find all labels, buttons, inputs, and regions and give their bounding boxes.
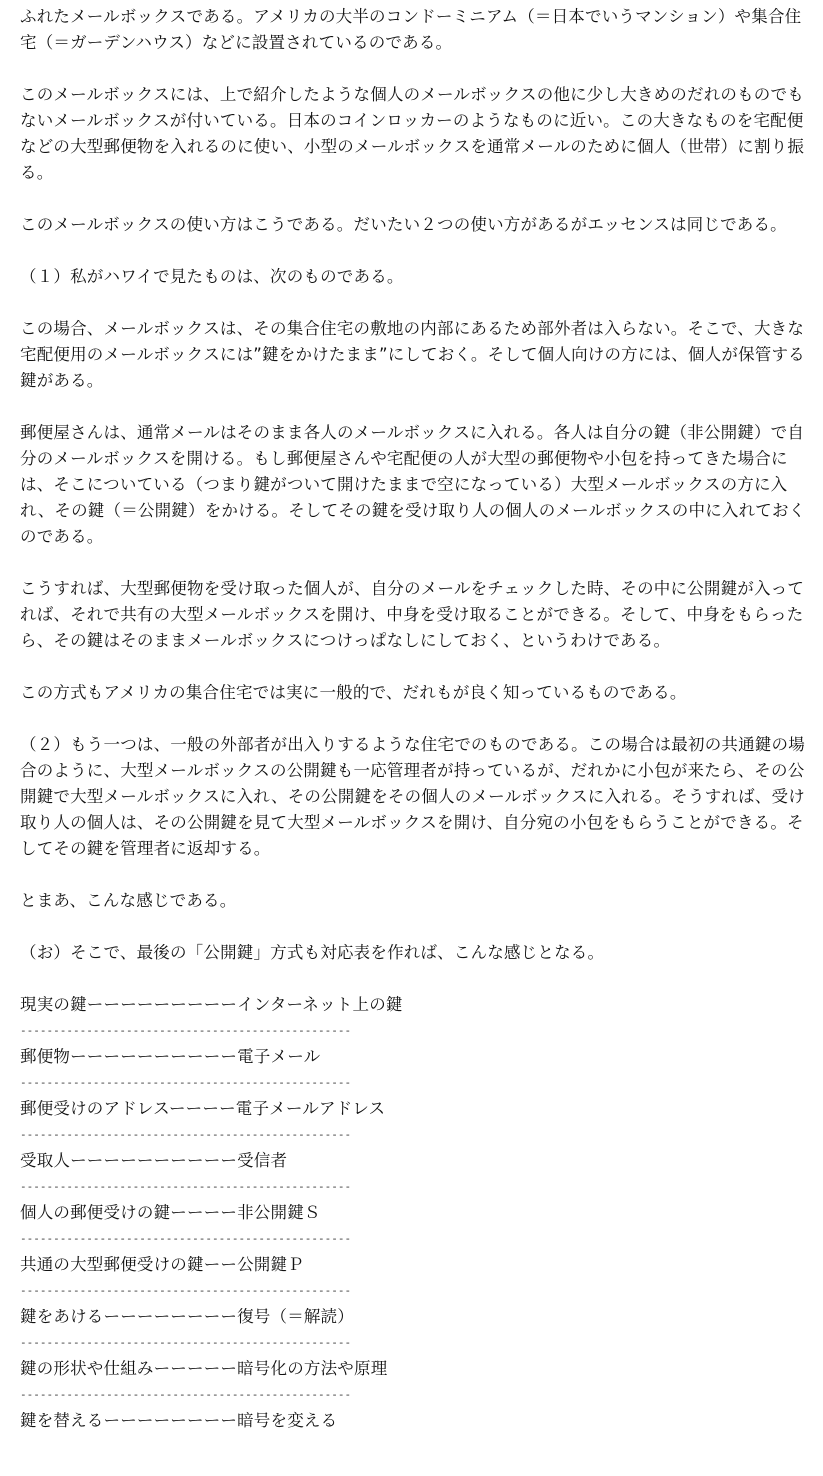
- mapping-text: 鍵をあけるーーーーーーーー復号（＝解読）: [20, 1307, 354, 1326]
- mapping-text: 受取人ーーーーーーーーーー受信者: [20, 1151, 288, 1170]
- mapping-text: 鍵の形状や仕組みーーーーー暗号化の方法や原理: [20, 1359, 388, 1378]
- mapping-row: [20, 1200, 813, 1252]
- mapping-row: [20, 1408, 813, 1460]
- mapping-row: [20, 1148, 813, 1200]
- paragraph-table-intro: （お）そこで、最後の「公開鍵」方式も対応表を作れば、こんな感じとなる。: [20, 943, 605, 962]
- mapping-row: [20, 992, 813, 1044]
- dashed-divider: --------------------------------------------------: [20, 1232, 352, 1245]
- dashed-divider: --------------------------------------------------: [20, 1284, 352, 1297]
- mapping-text: 郵便物ーーーーーーーーーー電子メール: [20, 1047, 321, 1066]
- paragraph-case-2: （２）もう一つは、一般の外部者が出入りするような住宅でのものである。この場合は最初の共通鍵の場合のように、大型メールボックスの公開鍵も一応管理者が持っているが、だれかに小包が来たら、その公開鍵で大型メールボックスに入れ、その公開鍵をその個人のメールボックスに入れる。そうすれば、受け取り人の個人は、その公開鍵を見て大型メールボックスを開け、自分宛の小包をもらうことができる。そしてその鍵を管理者に返却する。: [20, 735, 805, 858]
- mapping-row: [20, 1096, 813, 1148]
- dashed-divider: --------------------------------------------------: [20, 1180, 352, 1193]
- dashed-divider: --------------------------------------------------: [20, 1336, 352, 1349]
- mapping-row: [20, 1252, 813, 1304]
- paragraph-case-1-receive: こうすれば、大型郵便物を受け取った個人が、自分のメールをチェックした時、その中に公開鍵が入ってれば、それで共有の大型メールボックスを開け、中身を受け取ることができる。そして、中身をもらったら、その鍵はそのままメールボックスにつけっぱなしにしておく、というわけである。: [20, 579, 805, 650]
- mapping-row: [20, 1356, 813, 1408]
- key-mapping-table: [20, 992, 813, 1460]
- dashed-divider: --------------------------------------------------: [20, 1076, 352, 1089]
- dashed-divider: --------------------------------------------------: [20, 1128, 352, 1141]
- mapping-text: 個人の郵便受けの鍵ーーーー非公開鍵Ｓ: [20, 1203, 321, 1222]
- mapping-text: 郵便受けのアドレスーーーー電子メールアドレス: [20, 1099, 386, 1118]
- mapping-text: 鍵を替えるーーーーーーーー暗号を変える: [20, 1411, 338, 1430]
- paragraph-case-1-setup: この場合、メールボックスは、その集合住宅の敷地の内部にあるため部外者は入らない。そこで、大きな宅配便用のメールボックスには”鍵をかけたまま”にしておく。そして個人向けの方には、個人が保管する鍵がある。: [20, 319, 805, 390]
- dashed-divider: --------------------------------------------------: [20, 1024, 352, 1037]
- paragraph-case-1-common: この方式もアメリカの集合住宅では実に一般的で、だれもが良く知っているものである。: [20, 683, 687, 702]
- mapping-row: [20, 1304, 813, 1356]
- mapping-text: 現実の鍵ーーーーーーーーーインターネット上の鍵: [20, 995, 403, 1014]
- paragraph-summary: とまあ、こんな感じである。: [20, 891, 237, 910]
- paragraph-usage-overview: このメールボックスの使い方はこうである。だいたい２つの使い方があるがエッセンスは同じである。: [20, 215, 787, 234]
- dashed-divider: --------------------------------------------------: [20, 1388, 352, 1401]
- paragraph-case-1-postman: 郵便屋さんは、通常メールはそのまま各人のメールボックスに入れる。各人は自分の鍵（非公開鍵）で自分のメールボックスを開ける。もし郵便屋さんや宅配便の人が大型の郵便物や小包を持ってきた場合には、そこについている（つまり鍵がついて開けたままで空になっている）大型メールボックスの方に入れ、その鍵（＝公開鍵）をかける。そしてその鍵を受け取り人の個人のメールボックスの中に入れておくのである。: [20, 423, 806, 546]
- mapping-text: 共通の大型郵便受けの鍵ーー公開鍵Ｐ: [20, 1255, 304, 1274]
- paragraph-mailbox-intro: ふれたメールボックスである。アメリカの大半のコンドーミニアム（＝日本でいうマンション）や集合住宅（＝ガーデンハウス）などに設置されているのである。: [20, 7, 802, 52]
- heading-case-1: （１）私がハワイで見たものは、次のものである。: [20, 267, 404, 286]
- mapping-row: [20, 1044, 813, 1096]
- paragraph-large-mailbox: このメールボックスには、上で紹介したような個人のメールボックスの他に少し大きめのだれのものでもないメールボックスが付いている。日本のコインロッカーのようなものに近い。この大きなものを宅配便などの大型郵便物を入れるのに使い、小型のメールボックスを通常メールのために個人（世帯）に割り振る。: [20, 85, 805, 182]
